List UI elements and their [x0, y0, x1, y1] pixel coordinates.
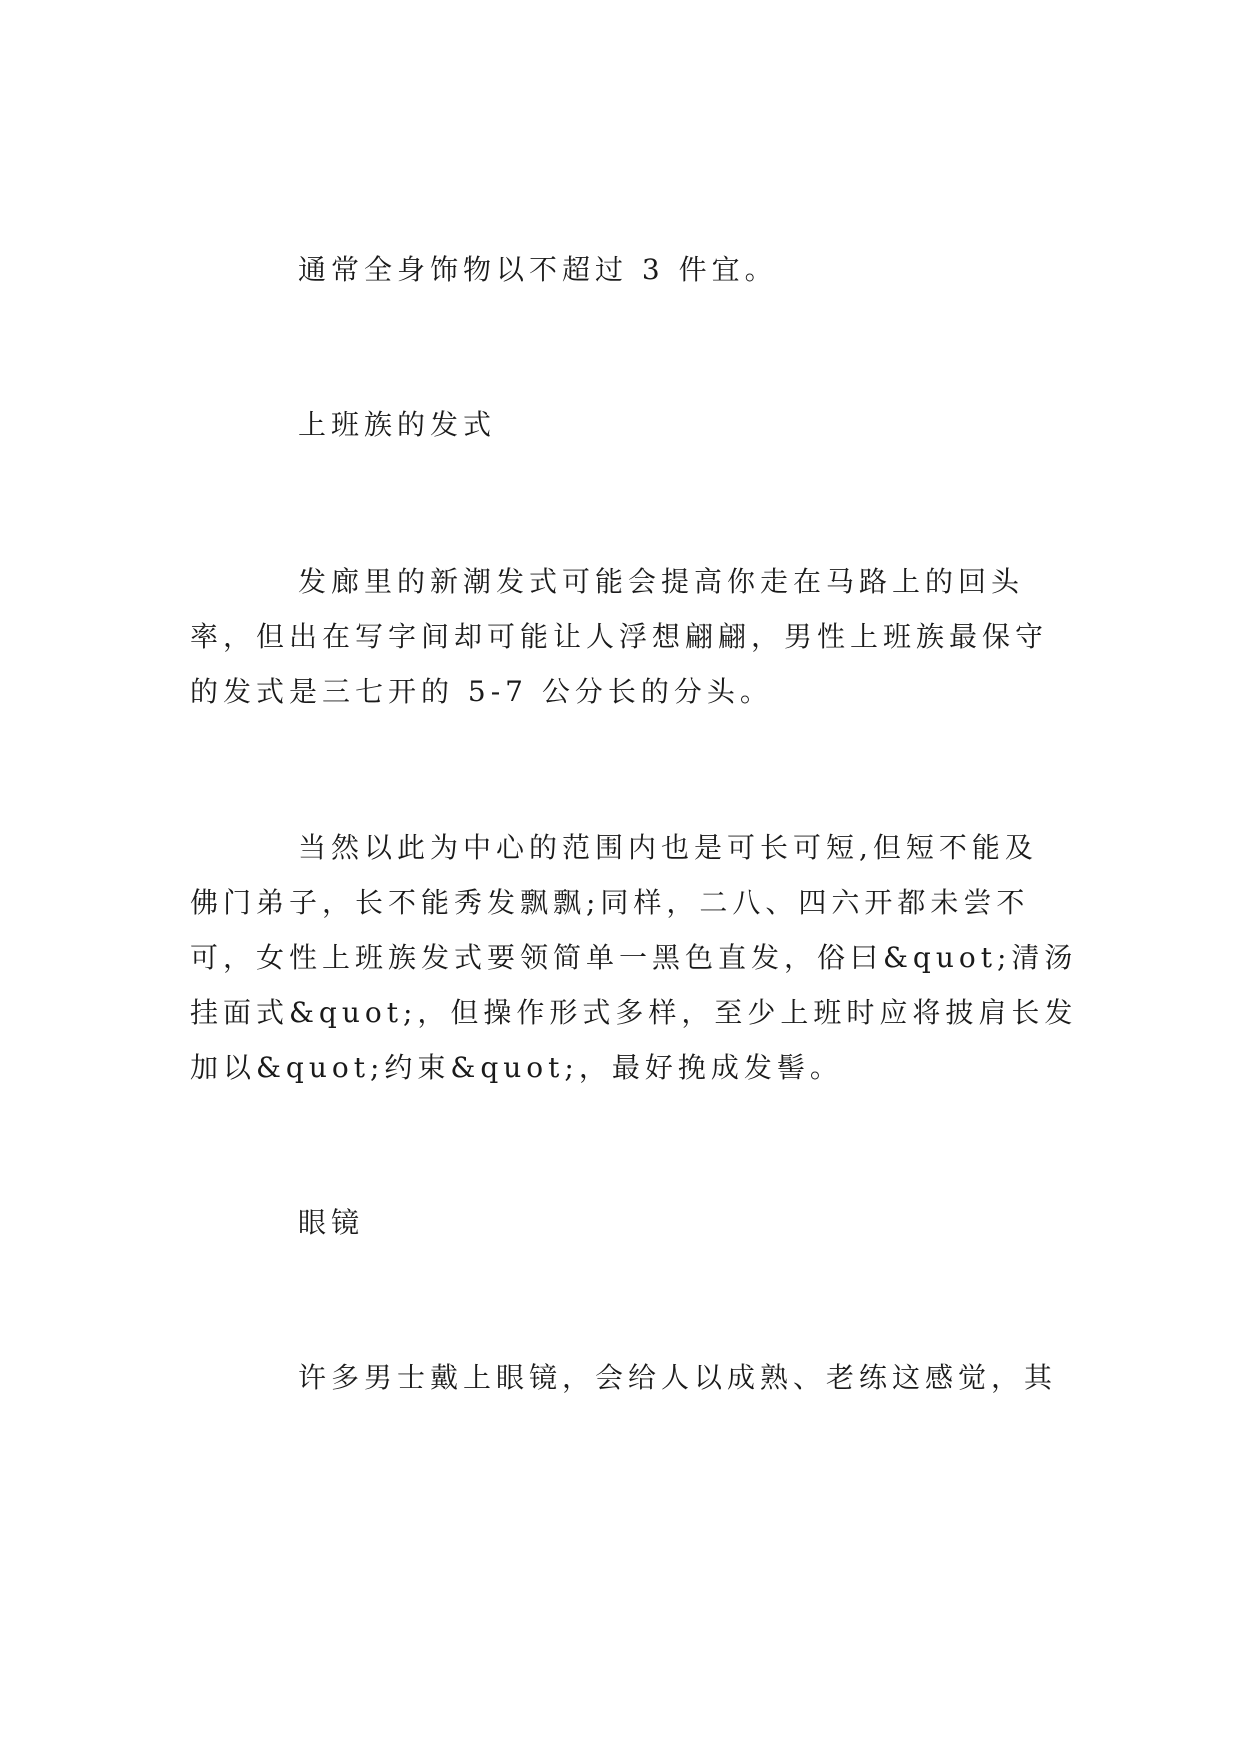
paragraph-hair-length-line-5: 加以&quot;约束&quot;，最好挽成发髻。	[190, 1051, 843, 1084]
heading-office-hairstyle: 上班族的发式	[298, 408, 497, 441]
paragraph-hair-length-line-1: 当然以此为中心的范围内也是可长可短,但短不能及	[298, 831, 1038, 864]
paragraph-hairstyle-line-3: 的发式是三七开的 5-7 公分长的分头。	[190, 675, 773, 708]
paragraph-hair-length-line-2: 佛门弟子，长不能秀发飘飘;同样，二八、四六开都未尝不	[190, 886, 1030, 919]
paragraph-glasses-line-1: 许多男士戴上眼镜，会给人以成熟、老练这感觉，其	[298, 1361, 1058, 1394]
heading-glasses: 眼镜	[298, 1206, 365, 1239]
paragraph-hairstyle-line-1: 发廊里的新潮发式可能会提高你走在马路上的回头	[298, 565, 1025, 598]
paragraph-jewelry-line-1: 通常全身饰物以不超过 3 件宜。	[298, 253, 778, 286]
paragraph-hairstyle-line-2: 率，但出在写字间却可能让人浮想翩翩，男性上班族最保守	[190, 620, 1049, 653]
paragraph-hair-length-line-3: 可，女性上班族发式要领简单一黑色直发，俗曰&quot;清汤	[190, 941, 1078, 974]
paragraph-hair-length-line-4: 挂面式&quot;，但操作形式多样，至少上班时应将披肩长发	[190, 996, 1078, 1029]
